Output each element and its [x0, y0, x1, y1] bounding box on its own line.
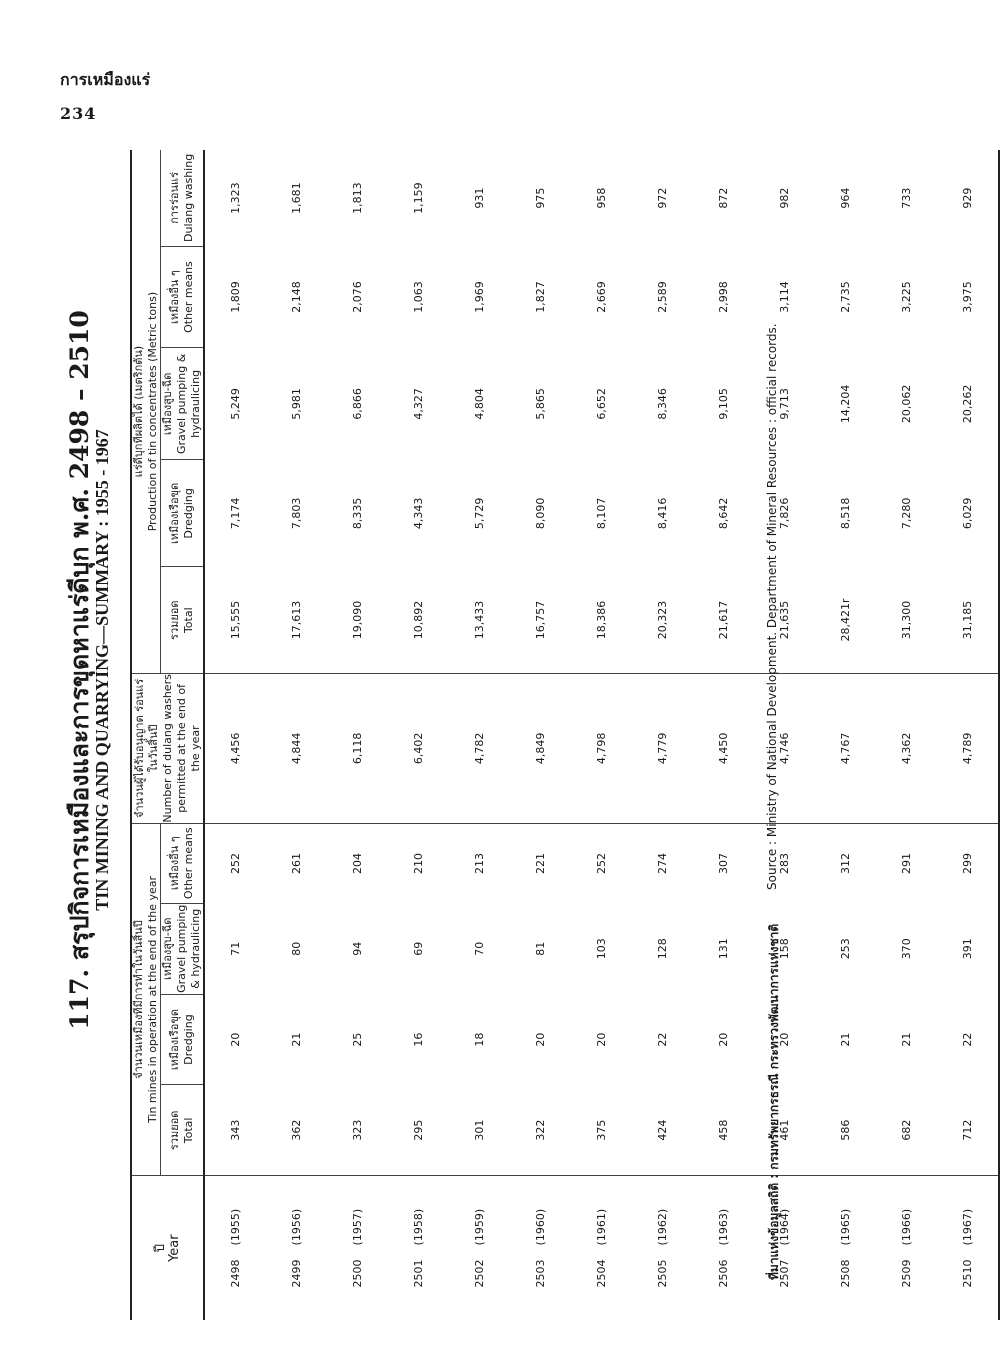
cell-mines-gravel: 81: [534, 941, 547, 956]
cell-mines-total: 322: [510, 1085, 571, 1176]
cell-mines-dredging: 21: [290, 1032, 303, 1047]
page-number: 234: [60, 104, 97, 123]
cell-year-be: 2510: [961, 1259, 974, 1288]
cell-mines-total: 586: [815, 1085, 876, 1176]
cell-washers: 6,402: [388, 674, 449, 824]
cell-prod-total: 20,323: [632, 567, 693, 674]
cell-mines-gravel: 253: [839, 938, 852, 960]
cell-prod-other: 2,735: [839, 281, 852, 313]
cell-prod-total: 10,892: [388, 567, 449, 674]
cell-washers: 4,746: [754, 674, 815, 824]
header-washers-thai: จำนวนผู้ได้รับอนุญาต ร่อนแร่ในวันสิ้นปี: [132, 678, 160, 818]
cell-prod-gravel: 4,327: [412, 388, 425, 420]
cell-mines-dredging: 20: [717, 1032, 730, 1047]
header-group-mines-english: Tin mines in operation at the end of the year: [146, 875, 159, 1123]
header-group-mines-thai: จำนวนเหมืองที่มีการทำในวันสิ้นปี: [132, 920, 145, 1079]
cell-prod-other: 2,998: [717, 281, 730, 313]
table-header: [131, 150, 204, 1320]
cell-year-ce: (1956): [290, 1208, 303, 1246]
cell-prod-gravel: 9,105: [717, 388, 730, 420]
cell-mines-other: 252: [595, 853, 608, 875]
cell-prod-dredging: 7,174: [229, 497, 242, 530]
cell-mines-other: 261: [290, 853, 303, 875]
cell-year: [876, 1176, 937, 1320]
cell-prod-gravel: 6,652: [595, 388, 608, 420]
cell-mines-total: 362: [266, 1085, 327, 1176]
header-prod-dredging: เหมืองเรือขุด Dredging: [161, 460, 205, 567]
header-prod-dulang: การร่อนแร่ Dulang washing: [161, 150, 205, 246]
table-row: [754, 150, 815, 1320]
header-washers-english: Number of dulang washers permitted at the end of the year: [160, 674, 202, 823]
table-body: [204, 150, 999, 1320]
cell-prod-gravel: 6,866: [351, 388, 364, 420]
cell-prod-other: 1,827: [534, 281, 547, 313]
cell-year-ce: (1966): [900, 1208, 913, 1246]
cell-prod-other: 1,809: [229, 281, 242, 313]
cell-prod-gravel: 5,249: [229, 388, 242, 420]
cell-mines-gravel: 131: [717, 938, 730, 960]
source-english: Source : Ministry of National Development. Department of Mineral Resources : official records.: [765, 323, 779, 890]
cell-mines-total: 343: [204, 1085, 266, 1176]
cell-mines-dredging: 21: [839, 1032, 852, 1047]
tin-mining-summary-table: [130, 150, 1000, 1320]
cell-year: [937, 1176, 999, 1320]
header-mines-gravel: เหมืองสูบ-ฉีด Gravel pumping & hydraulicing: [161, 904, 202, 993]
cell-year-ce: (1958): [412, 1208, 425, 1246]
table-row: [388, 150, 449, 1320]
cell-mines-other: 221: [534, 853, 547, 875]
header-mines-other: เหมืองอื่น ๆ Other means: [161, 823, 205, 903]
cell-mines-dredging: 20: [778, 1032, 791, 1047]
table-row: [632, 150, 693, 1320]
cell-mines-total: 375: [571, 1085, 632, 1176]
cell-year-ce: (1955): [229, 1208, 242, 1246]
cell-year-be: 2505: [656, 1259, 669, 1288]
cell-prod-dredging: 8,090: [534, 497, 547, 530]
cell-mines-other: 252: [229, 853, 242, 875]
cell-year-ce: (1961): [595, 1208, 608, 1246]
cell-prod-dulang: 929: [937, 150, 999, 246]
cell-washers: 4,456: [204, 674, 266, 824]
cell-mines-other: 312: [839, 853, 852, 875]
source-thai: ที่มาแห่งข้อมูลสถิติ : กรมทรัพยากรธรณี กระทรวงพัฒนาการแห่งชาติ: [767, 923, 781, 1280]
table-row: [204, 150, 266, 1320]
cell-prod-dulang: 975: [534, 187, 547, 209]
cell-prod-total: 16,757: [510, 567, 571, 674]
cell-mines-total: 682: [876, 1085, 937, 1176]
cell-mines-gravel: 158: [778, 938, 791, 960]
cell-year: [754, 1176, 815, 1320]
cell-mines-dredging: 20: [229, 1032, 242, 1047]
cell-year-be: 2498: [229, 1259, 242, 1288]
cell-mines-gravel: 94: [351, 941, 364, 956]
cell-prod-other: 3,975: [937, 246, 999, 347]
cell-prod-total: 21,635: [754, 567, 815, 674]
cell-year-be: 2504: [595, 1259, 608, 1288]
cell-mines-dredging: 22: [937, 994, 999, 1085]
cell-prod-dredging: 8,416: [656, 497, 669, 530]
cell-mines-dredging: 22: [656, 1032, 669, 1047]
cell-prod-dredging: 6,029: [937, 460, 999, 567]
header-group-production-english: Production of tin concentrates (Metric tons): [146, 291, 159, 532]
rotated-table-page: [60, 140, 974, 1320]
cell-year-ce: (1965): [839, 1208, 852, 1246]
cell-mines-total: 461: [754, 1085, 815, 1176]
cell-year: [510, 1176, 571, 1320]
header-group-mines: [131, 823, 161, 1176]
table-row: [937, 150, 999, 1320]
cell-prod-dredging: 5,729: [473, 497, 486, 530]
cell-prod-other: 2,669: [595, 281, 608, 313]
cell-washers: 4,767: [815, 674, 876, 824]
header-year: [131, 1176, 204, 1320]
cell-mines-dredging: 20: [534, 1032, 547, 1047]
cell-prod-total: 31,185: [937, 567, 999, 674]
cell-prod-gravel: 4,804: [473, 388, 486, 420]
table-row: [571, 150, 632, 1320]
cell-mines-dredging: 18: [473, 1032, 486, 1047]
cell-prod-other: 2,589: [656, 281, 669, 313]
cell-prod-dulang: 982: [778, 187, 791, 209]
table-row: [876, 150, 937, 1320]
cell-year: [327, 1176, 388, 1320]
table-row: [266, 150, 327, 1320]
header-group-production-thai: แร่ดีบุกที่ผลิตได้ (เมตริกตัน): [132, 345, 145, 478]
header-prod-total: รวมยอด Total: [161, 567, 205, 674]
cell-prod-total: 13,433: [449, 567, 510, 674]
cell-mines-gravel: 128: [656, 938, 669, 960]
header-washers: [131, 674, 204, 824]
cell-prod-other: 3,114: [778, 281, 791, 313]
cell-mines-dredging: 20: [595, 1032, 608, 1047]
cell-mines-total: 424: [632, 1085, 693, 1176]
cell-washers: 4,849: [510, 674, 571, 824]
header-mines-dredging: เหมืองเรือขุด Dredging: [161, 994, 205, 1085]
cell-prod-other: 2,076: [351, 281, 364, 313]
cell-prod-gravel: 5,865: [534, 388, 547, 420]
cell-year: [204, 1176, 266, 1320]
cell-prod-total: 21,617: [693, 567, 754, 674]
cell-year-be: 2499: [290, 1259, 303, 1288]
cell-mines-total: 458: [693, 1085, 754, 1176]
table-title-english: TIN MINING AND QUARRYING—SUMMARY : 1955 - 1967: [92, 429, 112, 911]
cell-prod-dulang: 872: [717, 187, 730, 209]
cell-prod-gravel: 20,262: [937, 348, 999, 460]
cell-mines-other: 307: [717, 853, 730, 875]
cell-prod-dredging: 8,335: [351, 497, 364, 530]
cell-year-be: 2501: [412, 1259, 425, 1288]
table-row: [693, 150, 754, 1320]
cell-washers: 4,789: [937, 674, 999, 824]
cell-prod-dulang: 1,681: [290, 182, 303, 214]
cell-prod-gravel: 14,204: [839, 384, 852, 424]
cell-prod-gravel: 5,981: [290, 388, 303, 420]
cell-prod-dredging: 7,280: [900, 497, 913, 530]
cell-prod-total: 17,613: [266, 567, 327, 674]
cell-prod-dulang: 972: [656, 187, 669, 209]
header-prod-other: เหมืองอื่น ๆ Other means: [161, 246, 205, 347]
cell-prod-dulang: 1,323: [229, 182, 242, 214]
cell-prod-dredging: 7,826: [778, 497, 791, 530]
cell-prod-dulang: 964: [839, 187, 852, 209]
cell-year-be: 2500: [351, 1259, 364, 1288]
cell-year-ce: (1963): [717, 1208, 730, 1246]
cell-year: [388, 1176, 449, 1320]
cell-prod-gravel: 20,062: [900, 384, 913, 424]
cell-prod-total: 31,300: [876, 567, 937, 674]
running-header: การเหมืองแร่: [60, 70, 151, 89]
cell-mines-other: 213: [473, 853, 486, 875]
table-row: [327, 150, 388, 1320]
cell-prod-other: 1,969: [473, 281, 486, 313]
cell-prod-total: 19,090: [327, 567, 388, 674]
cell-year-ce: (1957): [351, 1208, 364, 1246]
cell-mines-dredging: 21: [900, 1032, 913, 1047]
cell-mines-gravel: 71: [229, 941, 242, 956]
cell-prod-dulang: 1,813: [351, 182, 364, 214]
cell-prod-dredging: 7,803: [290, 497, 303, 530]
cell-prod-gravel: 8,346: [656, 388, 669, 420]
cell-mines-gravel: 391: [937, 903, 999, 994]
cell-mines-gravel: 370: [900, 938, 913, 960]
table-row: [510, 150, 571, 1320]
cell-washers: 6,118: [327, 674, 388, 824]
cell-year-ce: (1964): [778, 1208, 791, 1246]
cell-prod-dulang: 958: [595, 187, 608, 209]
cell-mines-other: 204: [351, 853, 364, 875]
cell-prod-total: 28,421r: [815, 567, 876, 674]
cell-washers: 4,798: [571, 674, 632, 824]
cell-prod-other: 2,148: [290, 281, 303, 313]
cell-year-ce: (1959): [473, 1208, 486, 1246]
cell-year: [693, 1176, 754, 1320]
cell-year-ce: (1960): [534, 1208, 547, 1246]
cell-mines-total: 301: [449, 1085, 510, 1176]
cell-prod-gravel: 9,713: [778, 388, 791, 420]
cell-washers: 4,782: [449, 674, 510, 824]
cell-prod-dredging: 8,107: [595, 497, 608, 530]
cell-mines-total: 712: [937, 1085, 999, 1176]
table-title-thai: 117. สรุปกิจการเหมืองและการขุดหาแร่ดีบุก พ.ศ. 2498 – 2510: [65, 310, 94, 1030]
cell-mines-gravel: 103: [595, 938, 608, 960]
cell-mines-other: 299: [937, 823, 999, 903]
header-year-thai: ปี: [152, 1244, 168, 1253]
cell-prod-other: 3,225: [900, 281, 913, 313]
cell-washers: 4,779: [632, 674, 693, 824]
cell-year: [266, 1176, 327, 1320]
cell-washers: 4,844: [266, 674, 327, 824]
cell-prod-dredging: 8,642: [717, 497, 730, 530]
cell-year-be: 2502: [473, 1259, 486, 1288]
cell-mines-gravel: 80: [290, 941, 303, 956]
cell-prod-other: 1,063: [412, 281, 425, 313]
header-group-production: [131, 150, 161, 674]
cell-mines-other: 274: [656, 853, 669, 875]
cell-year-ce: (1967): [961, 1208, 974, 1246]
cell-mines-dredging: 16: [412, 1032, 425, 1047]
cell-prod-dredging: 4,343: [412, 497, 425, 530]
table-row: [815, 150, 876, 1320]
cell-prod-dredging: 8,518: [839, 497, 852, 530]
cell-mines-other: 291: [900, 853, 913, 875]
cell-year: [571, 1176, 632, 1320]
cell-washers: 4,450: [693, 674, 754, 824]
cell-mines-other: 283: [778, 853, 791, 875]
cell-year: [632, 1176, 693, 1320]
cell-year: [449, 1176, 510, 1320]
cell-mines-gravel: 69: [412, 941, 425, 956]
cell-year-be: 2507: [778, 1259, 791, 1288]
cell-prod-total: 15,555: [204, 567, 266, 674]
cell-year: [815, 1176, 876, 1320]
cell-washers: 4,362: [876, 674, 937, 824]
cell-year-be: 2506: [717, 1259, 730, 1288]
cell-year-ce: (1962): [656, 1208, 669, 1246]
cell-year-be: 2503: [534, 1259, 547, 1288]
cell-mines-total: 295: [388, 1085, 449, 1176]
cell-mines-other: 210: [412, 853, 425, 875]
cell-prod-dulang: 733: [900, 187, 913, 209]
header-mines-total: รวมยอด Total: [161, 1085, 205, 1176]
header-prod-gravel: เหมืองสูบ-ฉีด Gravel pumping & hydraulicing: [161, 348, 205, 460]
cell-year-be: 2509: [900, 1259, 913, 1288]
cell-mines-dredging: 25: [351, 1032, 364, 1047]
cell-year-be: 2508: [839, 1259, 852, 1288]
header-year-english: Year: [166, 1234, 182, 1262]
cell-prod-dulang: 1,159: [412, 182, 425, 214]
cell-prod-dulang: 931: [473, 187, 486, 209]
table-row: [449, 150, 510, 1320]
cell-prod-total: 18,386: [571, 567, 632, 674]
cell-mines-total: 323: [327, 1085, 388, 1176]
cell-mines-gravel: 70: [473, 941, 486, 956]
